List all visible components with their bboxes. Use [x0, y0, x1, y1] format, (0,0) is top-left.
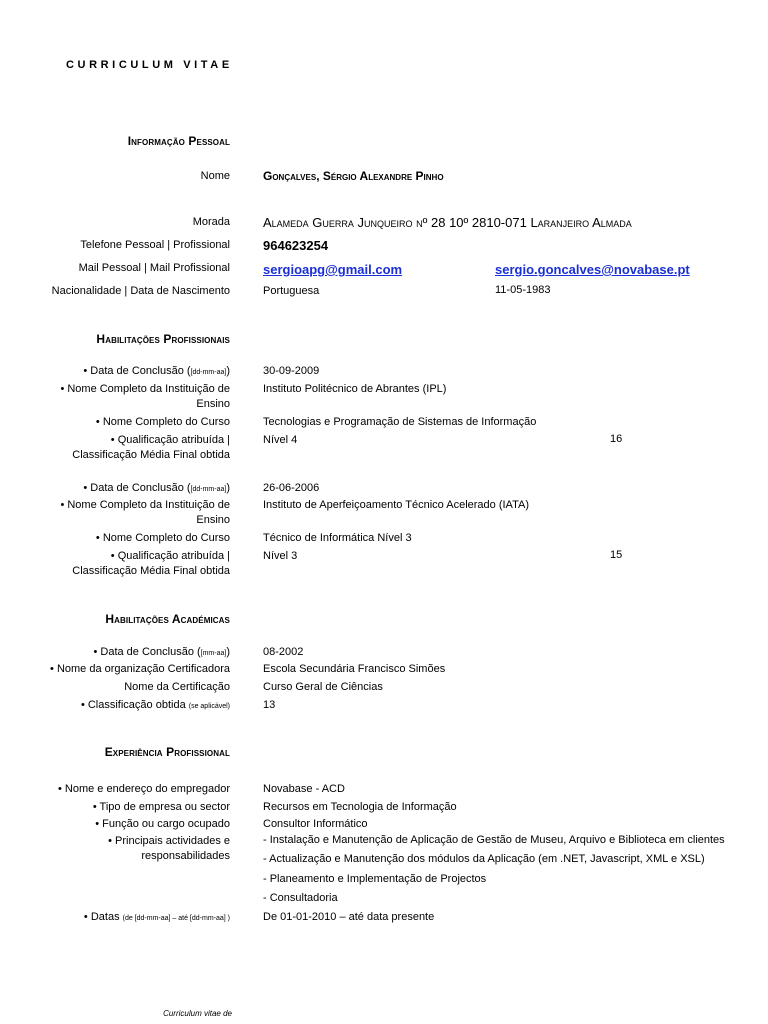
activity-item: - Instalação e Manutenção de Aplicação de Gestão de Museu, Arquivo e Biblioteca em clientes [263, 834, 725, 846]
qualification-level-value: Nível 3 [263, 550, 298, 562]
certifying-org-label: • Nome da organização Certificadora [50, 663, 230, 675]
institution-value: Instituto de Aperfeiçoamento Técnico Acelerado (IATA) [263, 499, 529, 511]
academic-qualifications-heading: Habilitações Académicas [105, 612, 230, 626]
course-value: Técnico de Informática Nível 3 [263, 532, 412, 544]
work-email-link[interactable]: sergio.goncalves@novabase.pt [495, 262, 690, 277]
address-value: Alameda Guerra Junqueiro nº 28 10º 2810-071 Laranjeiro Almada [263, 215, 632, 230]
qualification-level-value: Nível 4 [263, 434, 298, 446]
completion-date-label: • Data de Conclusão ([dd-mm-aa]) [83, 365, 230, 377]
course-value: Tecnologias e Programação de Sistemas de Informação [263, 416, 537, 428]
course-label: • Nome Completo do Curso [95, 416, 230, 428]
academic-date-label: • Data de Conclusão ([mm-aa]) [93, 646, 230, 658]
role-label: • Função ou cargo ocupado [95, 818, 230, 830]
certifying-org-value: Escola Secundária Francisco Simões [263, 663, 446, 675]
company-type-label: • Tipo de empresa ou sector [92, 801, 230, 813]
professional-qualifications-heading: Habilitações Profissionais [96, 332, 230, 346]
completion-date-label: • Data de Conclusão ([dd-mm-aa]) [83, 482, 230, 494]
employer-value: Novabase - ACD [263, 783, 345, 795]
grade-value: 13 [263, 699, 276, 711]
qualification-label: • Qualificação atribuída | Classificação Média Final obtida [72, 434, 230, 461]
address-label: Morada [192, 216, 230, 228]
institution-label: • Nome Completo da Instituição de Ensino [60, 383, 230, 410]
course-label: • Nome Completo do Curso [95, 532, 230, 544]
name-label: Nome [200, 170, 230, 182]
personal-info-heading: Informação Pessoal [127, 134, 230, 148]
company-type-value: Recursos em Tecnologia de Informação [263, 801, 457, 813]
nationality-value: Portuguesa [263, 285, 320, 297]
activities-label: • Principais actividades e responsabilidades [108, 835, 230, 862]
final-grade-value: 15 [610, 549, 623, 561]
qualification-label: • Qualificação atribuída | Classificação Média Final obtida [72, 550, 230, 577]
phone-label: Telefone Pessoal | Profissional [80, 239, 230, 251]
employer-label: • Nome e endereço do empregador [57, 783, 230, 795]
role-value: Consultor Informático [263, 818, 368, 830]
activity-item: - Planeamento e Implementação de Projectos [263, 873, 487, 885]
institution-label: • Nome Completo da Instituição de Ensino [60, 499, 230, 526]
personal-email-link[interactable]: sergioapg@gmail.com [263, 262, 403, 277]
page-footer: Curriculum vitae de [163, 1009, 232, 1018]
birth-date-value: 11-05-1983 [495, 284, 551, 296]
completion-date-value: 26-06-2006 [263, 482, 320, 494]
completion-date-value: 30-09-2009 [263, 365, 320, 377]
final-grade-value: 16 [610, 433, 623, 445]
mail-label: Mail Pessoal | Mail Profissional [78, 262, 230, 274]
phone-value: 964623254 [263, 238, 329, 253]
institution-value: Instituto Politécnico de Abrantes (IPL) [263, 383, 447, 395]
nationality-label: Nacionalidade | Data de Nascimento [51, 285, 230, 297]
dates-label: • Datas (de [dd-mm-aa] – até [dd-mm-aa] ) [83, 911, 230, 923]
work-experience-heading: Experiência Profissional [104, 745, 230, 759]
document-title: CURRICULUM VITAE [66, 59, 233, 71]
academic-date-value: 08-2002 [263, 646, 304, 658]
dates-value: De 01-01-2010 – até data presente [263, 911, 435, 923]
activity-item: - Consultadoria [263, 892, 338, 904]
certification-name-value: Curso Geral de Ciências [263, 681, 383, 693]
activity-item: - Actualização e Manutenção dos módulos da Aplicação (em .NET, Javascript, XML e XSL) [263, 853, 705, 865]
certification-name-label: Nome da Certificação [124, 681, 230, 693]
grade-label: • Classificação obtida (se aplicável) [80, 699, 230, 711]
name-value: Gonçalves, Sérgio Alexandre Pinho [263, 169, 444, 183]
